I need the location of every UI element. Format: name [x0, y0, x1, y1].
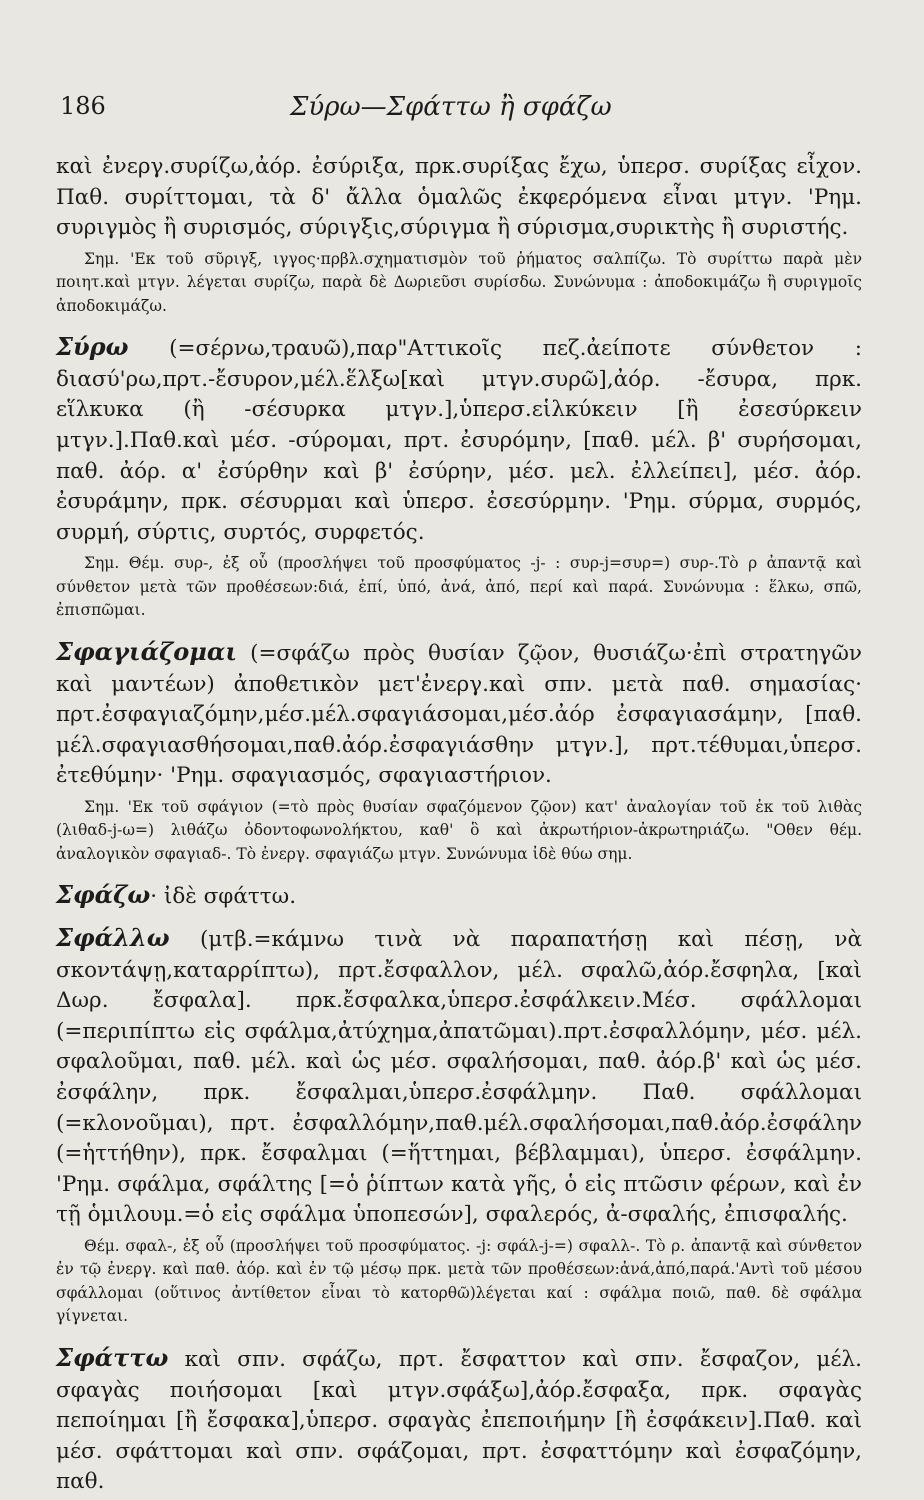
running-title: Σύρω—Σφάττω ἢ σφάζω	[290, 92, 612, 122]
note-text: Θέμ. σφαλ-, ἐξ οὗ (προσλήψει τοῦ προσφύματος. -j: σφάλ-j-=) σφαλλ-. Τὸ ρ. ἀπαντᾷ καὶ σύνθετον ἐν τῷ ἐνεργ. καὶ παθ. ἀόρ. καὶ ἐν τῷ μέσῳ πρκ. μετὰ τῶν προθέσεων:ἀνά,ἀπό,παρά.'Αντὶ τοῦ μέσου σφάλλομαι (οὕτινος ἀντίθετον εἶναι τὸ κατορθῶ)λέγεται καί : σφάλμα ποιῶ, παθ. δὲ σφάλμα γίγνεται.	[56, 1236, 862, 1326]
headword: Σφάλλω	[56, 923, 170, 952]
entry-text: · ἰδὲ σφάττω.	[150, 884, 297, 910]
entry-text: (=σφάζω πρὸς θυσίαν ζῷον, θυσιάζω·ἐπὶ στρατηγῶν καὶ μαντέων) ἀποθετικὸν μετ'ἐνεργ.καὶ σπν. μετὰ παθ. σημασίας· πρτ.ἐσφαγιαζόμην,μέσ.μέλ.σφαγιάσομαι,μέσ.ἀόρ ἐσφαγιασάμην, [παθ. μέλ.σφαγιασθήσομαι,παθ.ἀόρ.ἐσφαγιάσθην μτγν.], πρτ.τέθυμαι,ὑπερσ. ἐτεθύμην· 'Ρημ. σφαγιασμός, σφαγιαστήριον.	[56, 640, 862, 789]
headword: Σφάττω	[56, 1342, 169, 1372]
note-block	[56, 552, 862, 623]
entry-syro	[56, 332, 862, 548]
note-text: Σημ. Θέμ. συρ-, ἐξ οὗ (προσλήψει τοῦ προσφύματος -j- : συρ-j=συρ=) συρ-.Τὸ ρ ἀπαντᾷ καὶ σύνθετον μετὰ τῶν προθέσεων:διά, ἐπί, ὑπό, ἀνά, ἀπό, περί καὶ παρά. Συνώνυμα : ἕλκω, σπῶ, ἐπισπῶμαι.	[56, 554, 862, 620]
entry-text: (=σέρνω,τραυῶ),παρ"Αττικοῖς πεζ.ἀείποτε σύνθετον : διασύ'ρω,πρτ.-ἔσυρον,μέλ.ἕλξω[καὶ μτγν.συρῶ],ἀόρ. -ἔσυρα, πρκ. εἵλκυκα (ἢ -σέσυρκα μτγν.],ὑπερσ.εἱλκύκειν [ἢ ἐσεσύρκειν μτγν.].Παθ.καὶ μέσ. -σύρομαι, πρτ. ἐσυρόμην, [παθ. μέλ. β' συρήσομαι, παθ. ἀόρ. α' ἐσύρθην καὶ β' ἐσύρην, μέσ. μελ. ἐλλείπει], μέσ. ἀόρ. ἐσυράμην, πρκ. σέσυρμαι καὶ ὑπερσ. ἐσεσύρμην. 'Ρημ. σύρμα, συρμός, συρμή, σύρτις, συρτός, συρφετός.	[56, 336, 862, 545]
headword: Σφάζω	[56, 880, 151, 910]
page-number: 186	[60, 92, 106, 120]
entry-text: καὶ σπν. σφάζω, πρτ. ἔσφαττον καὶ σπν. ἔσφαζον, μέλ. σφαγὰς ποιήσομαι [καὶ μτγν.σφάξω],ἀόρ.ἔσφαξα, πρκ. σφαγὰς πεποίημαι [ἢ ἔσφακα],ὑπερσ. σφαγὰς ἐπεποιήμην [ἢ ἐσφάκειν].Παθ. καὶ μέσ. σφάττομαι καὶ σπν. σφάζομαι, πρτ. ἐσφαττόμην καὶ ἐσφαζόμην, παθ.	[56, 1346, 862, 1495]
headword: Σφαγιάζομαι	[56, 636, 237, 666]
note-text: Σημ. 'Εκ τοῦ σῦριγξ, ιγγος·πρβλ.σχηματισμὸν τοῦ ῥήματος σαλπίζω. Τὸ συρίττω παρὰ μὲν ποιητ.καὶ μτγν. λέγεται συρίζω, παρὰ δὲ Δωριεῦσι συρίσδω. Συνώνυμα : ἀποδοκιμάζω ἢ συριγμοῖς ἀποδοκιμάζω.	[56, 249, 862, 315]
entry-text: καὶ ἐνεργ.συρίζω,ἀόρ. ἐσύριξα, πρκ.συρίξας ἔχω, ὑπερσ. συρίξας εἶχον. Παθ. συρίττομαι, τὰ δ' ἄλλα ὁμαλῶς ἐκφερόμενα εἶναι μτγν. 'Ρημ. συριγμὸς ἢ συρισμός, σύριγξις,σύριγμα ἢ σύρισμα,συρικτὴς ἢ συριστής.	[56, 154, 862, 241]
entry-text: (μτβ.=κάμνω τινὰ νὰ παραπατήσῃ καὶ πέσῃ, νὰ σκοντάψῃ,καταρρίπτω), πρτ.ἔσφαλλον, μέλ. σφαλῶ,ἀόρ.ἔσφηλα, [καὶ Δωρ. ἔσφαλα]. πρκ.ἔσφαλκα,ὑπερσ.ἐσφάλκειν.Μέσ. σφάλλομαι (=περιπίπτω εἰς σφάλμα,ἀτύχημα,ἀπατῶμαι).πρτ.ἐσφαλλόμην, μέσ. μέλ. σφαλοῦμαι, παθ. μέλ. καὶ ὡς μέσ. σφαλήσομαι, παθ. ἀόρ.β' καὶ ὡς μέσ. ἐσφάλην, πρκ. ἔσφαλμαι,ὑπερσ.ἐσφάλμην. Παθ. σφάλλομαι (=κλονοῦμαι), πρτ. ἐσφαλλόμην,παθ.μέλ.σφαλήσομαι,παθ.ἀόρ.ἐσφάλην (=ἡττήθην), πρκ. ἔσφαλμαι (=ἥττημαι, βέβλαμμαι), ὑπερσ. ἐσφάλμην. 'Ρημ. σφάλμα, σφάλτης [=ὁ ῥίπτων κατὰ γῆς, ὁ εἰς πτῶσιν φέρων, καὶ ἐν τῇ ὁμιλουμ.=ὁ εἰς σφάλμα ὑποπεσών], σφαλερός, ἀ-σφαλής, ἐπισφαλής.	[56, 927, 862, 1228]
entry-continuation	[56, 152, 862, 244]
note-block	[56, 796, 862, 867]
page-body	[56, 152, 862, 1498]
page-header	[60, 92, 860, 132]
headword: Σύρω	[56, 332, 129, 362]
entry-sfallo	[56, 923, 862, 1231]
note-block	[56, 248, 862, 319]
note-text: Σημ. 'Εκ τοῦ σφάγιον (=τὸ πρὸς θυσίαν σφαζόμενον ζῷον) κατ' ἀναλογίαν τοῦ ἐκ τοῦ λιθὰς (λιθαδ-j-ω=) λιθάζω ὀδοντοφωνολήκτου, καθ' ὃ καὶ ἀκρωτήριον-ἀκρωτηριάζω. "Οθεν θέμ. ἀναλογικὸν σφαγιαδ-. Τὸ ἐνεργ. σφαγιάζω μτγν. Συνώνυμα ἰδὲ θύω σημ.	[56, 797, 862, 863]
entry-sfazo	[56, 880, 862, 913]
note-block	[56, 1235, 862, 1329]
entry-sfatto	[56, 1343, 862, 1498]
entry-sfagiazomai	[56, 637, 862, 792]
